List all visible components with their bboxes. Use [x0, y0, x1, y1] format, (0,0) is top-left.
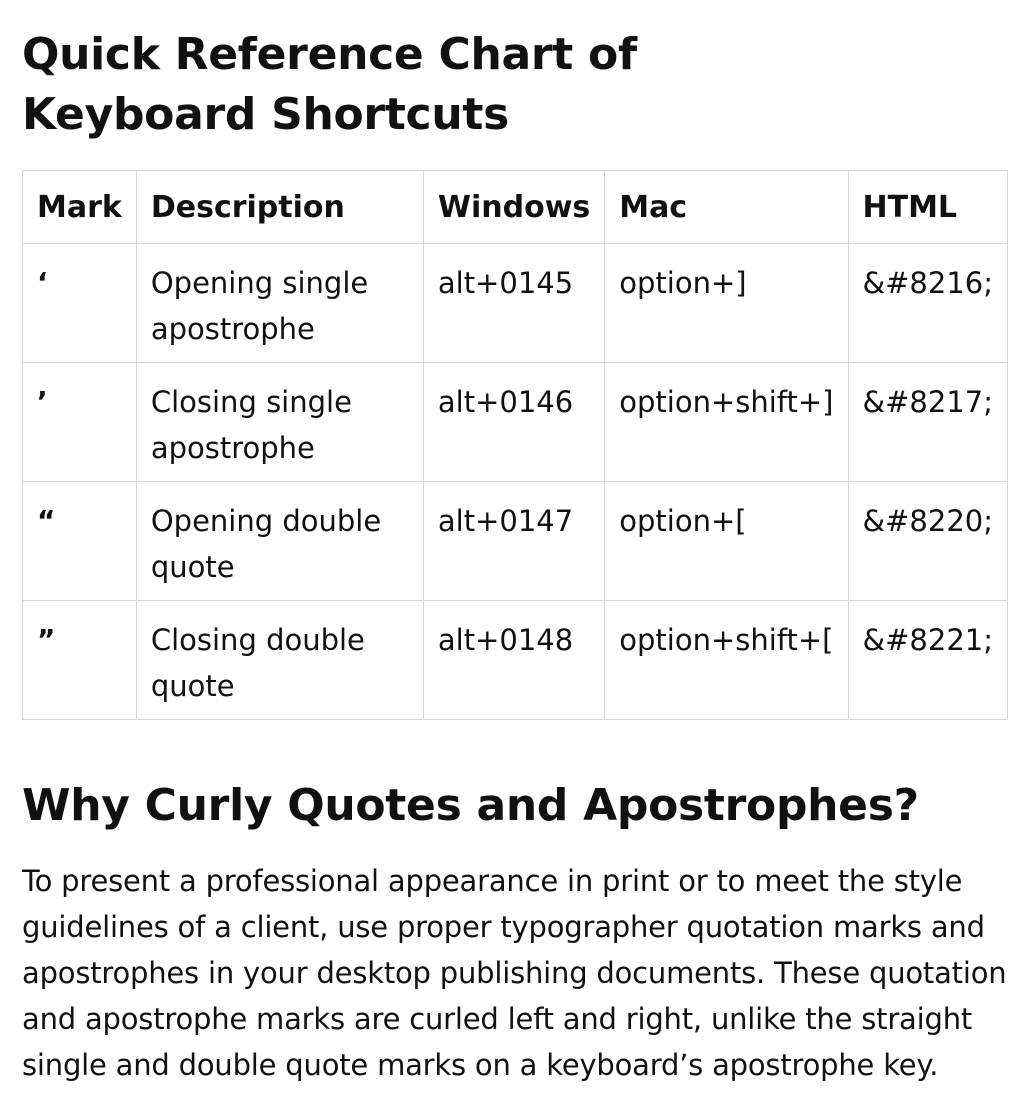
cell-mac-shortcut: option+[: [605, 482, 848, 601]
cell-mark: “: [23, 482, 137, 601]
article-content: [22, 0, 1012, 1082]
column-header-mark: Mark: [23, 171, 137, 244]
cell-html-entity: &#8217;: [848, 363, 1008, 482]
column-header-mac: Mac: [605, 171, 848, 244]
section-heading: Why Curly Quotes and Apostrophes?: [22, 780, 919, 831]
cell-description: Closing double quote: [136, 601, 423, 720]
cell-mark: ‘: [23, 244, 137, 363]
table-row: [23, 601, 1008, 720]
cell-mark: ”: [23, 601, 137, 720]
cell-html-entity: &#8216;: [848, 244, 1008, 363]
cell-windows-shortcut: alt+0145: [423, 244, 604, 363]
cell-windows-shortcut: alt+0146: [423, 363, 604, 482]
column-header-windows: Windows: [423, 171, 604, 244]
cell-mac-shortcut: option+]: [605, 244, 848, 363]
cell-windows-shortcut: alt+0147: [423, 482, 604, 601]
cell-description: Closing single apostrophe: [136, 363, 423, 482]
column-header-html: HTML: [848, 171, 1008, 244]
cell-html-entity: &#8221;: [848, 601, 1008, 720]
column-header-description: Description: [136, 171, 423, 244]
table-row: [23, 482, 1008, 601]
cell-mark: ’: [23, 363, 137, 482]
table-header-row: [23, 171, 1008, 244]
table-row: [23, 244, 1008, 363]
cell-html-entity: &#8220;: [848, 482, 1008, 601]
table-row: [23, 363, 1008, 482]
page-title: Quick Reference Chart of Keyboard Shortcuts: [22, 29, 637, 140]
shortcuts-table: [22, 170, 1008, 720]
cell-mac-shortcut: option+shift+]: [605, 363, 848, 482]
cell-description: Opening double quote: [136, 482, 423, 601]
cell-windows-shortcut: alt+0148: [423, 601, 604, 720]
cell-description: Opening single apostrophe: [136, 244, 423, 363]
cell-mac-shortcut: option+shift+[: [605, 601, 848, 720]
section-paragraph: To present a professional appearance in print or to meet the style guidelines of a client, use proper typographer quotation marks and apostrophes in your desktop publishing documents. These quotation and apostrophe marks are curled left and right, unlike the straight single and double quote marks on a keyboard’s apostrophe key.: [22, 864, 1007, 1082]
